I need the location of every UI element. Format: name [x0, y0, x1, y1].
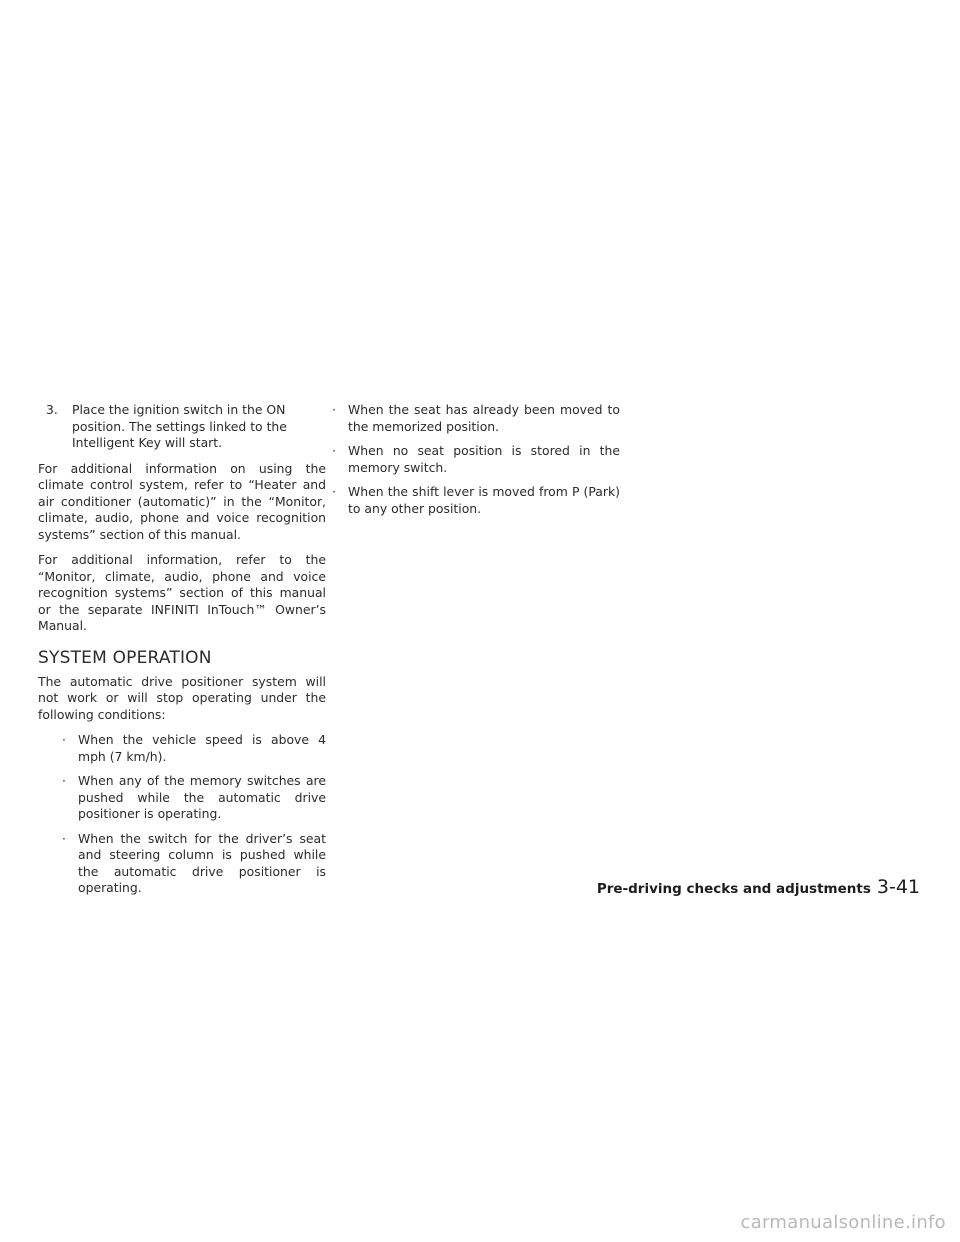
- bullet-icon: ·: [62, 773, 66, 788]
- bullet-icon: ·: [332, 443, 336, 458]
- condition-list-left: [38, 732, 326, 897]
- list-item-text: When the vehicle speed is above 4 mph (7 km/h).: [78, 732, 326, 764]
- list-item: [38, 732, 326, 765]
- step-number: 3.: [46, 402, 58, 417]
- list-item: [38, 773, 326, 823]
- paragraph-intro: The automatic drive positioner system will not work or will stop operating under the following conditions:: [38, 673, 326, 722]
- numbered-step: [38, 402, 326, 452]
- bullet-icon: ·: [62, 732, 66, 747]
- section-heading: SYSTEM OPERATION: [38, 647, 212, 668]
- list-item: [332, 402, 620, 435]
- paragraph-climate-reference: For additional information on using the climate control system, refer to “Heater and air conditioner (automatic)” in the “Monitor, climate, audio, phone and voice recognition systems” section of this manual.: [38, 460, 326, 542]
- list-item: [332, 443, 620, 476]
- bullet-icon: ·: [332, 402, 336, 417]
- bullet-icon: ·: [62, 830, 66, 846]
- footer-section-title: Pre-driving checks and adjustments: [596, 881, 871, 897]
- paragraph-intouch-reference: For additional information, refer to the “Monitor, climate, audio, phone and voice recognition systems” section of this manual or the separate INFINITI InTouch™ Owner’s Manual.: [38, 552, 326, 633]
- condition-list-right: [332, 402, 620, 517]
- list-item: [38, 831, 326, 897]
- list-item-text: When no seat position is stored in the memory switch.: [348, 443, 620, 475]
- bullet-icon: ·: [332, 484, 336, 499]
- step-text: Place the ignition switch in the ON position. The settings linked to the Intelligent Key will start.: [72, 402, 287, 450]
- page-footer: [597, 876, 920, 898]
- page-number: 3-41: [876, 876, 920, 898]
- list-item-text: When the seat has already been moved to the memorized position.: [348, 402, 620, 434]
- list-item-text: When any of the memory switches are pushed while the automatic drive positioner is operating.: [78, 773, 326, 821]
- list-item: [332, 484, 620, 517]
- list-item-text: When the shift lever is moved from P (Park) to any other position.: [348, 484, 620, 516]
- left-column: [38, 402, 326, 905]
- right-column: [332, 402, 620, 525]
- watermark: carmanualsonline.info: [740, 1212, 946, 1233]
- list-item-text: When the switch for the driver’s seat and steering column is pushed while the automatic drive positioner is operating.: [78, 830, 326, 895]
